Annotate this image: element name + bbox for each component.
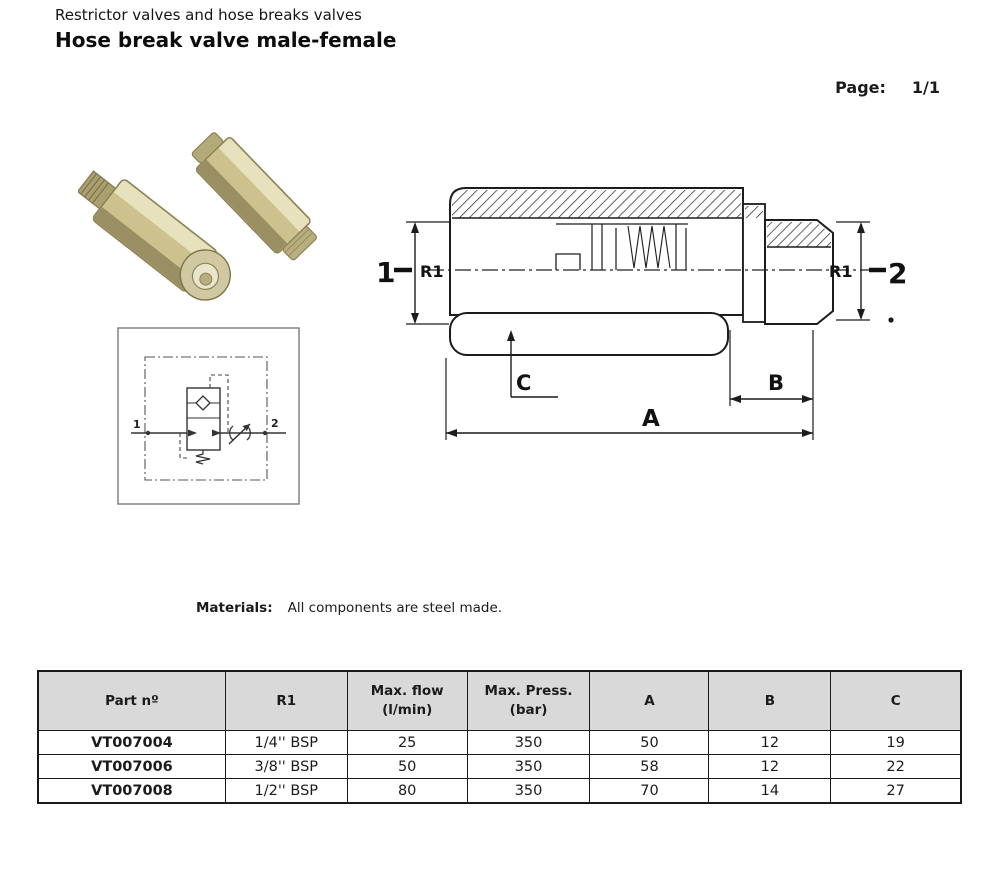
table-row xyxy=(38,731,961,755)
dim-b-label: B xyxy=(768,371,785,395)
table-header-row xyxy=(38,671,961,731)
hydraulic-schematic xyxy=(117,327,300,505)
cell-b: 14 xyxy=(709,779,831,804)
cell-r1: 1/4'' BSP xyxy=(225,731,347,755)
schematic-port2-label: 2 xyxy=(271,417,279,430)
cell-max-flow: 80 xyxy=(347,779,467,804)
drawing-port1-label: 1 xyxy=(376,256,396,289)
cell-max-press: 350 xyxy=(467,731,590,755)
category-line: Restrictor valves and hose breaks valves xyxy=(55,6,362,24)
cell-part-no: VT007004 xyxy=(38,731,225,755)
col-header-max-press: Max. Press. (bar) xyxy=(467,671,590,731)
cell-part-no: VT007006 xyxy=(38,755,225,779)
page-title: Hose break valve male-female xyxy=(55,28,397,52)
dim-c-label: C xyxy=(516,371,532,395)
cell-max-press: 350 xyxy=(467,779,590,804)
col-header-r1: R1 xyxy=(225,671,347,731)
cell-max-flow: 50 xyxy=(347,755,467,779)
cell-c: 27 xyxy=(831,779,961,804)
schematic-port1-label: 1 xyxy=(133,418,141,431)
cell-a: 58 xyxy=(590,755,709,779)
cell-b: 12 xyxy=(709,755,831,779)
materials-label: Materials: xyxy=(196,600,273,616)
cell-r1: 3/8'' BSP xyxy=(225,755,347,779)
drawing-port2-label: 2 xyxy=(888,257,908,290)
page-label: Page: xyxy=(835,78,886,97)
cell-r1: 1/2'' BSP xyxy=(225,779,347,804)
r1-right-label: R1 xyxy=(829,262,853,281)
materials-note xyxy=(196,600,502,616)
table-row xyxy=(38,779,961,804)
table-row xyxy=(38,755,961,779)
r1-left-label: R1 xyxy=(420,262,444,281)
col-header-b: B xyxy=(709,671,831,731)
page-indicator xyxy=(835,78,940,97)
cell-part-no: VT007008 xyxy=(38,779,225,804)
spec-table xyxy=(37,670,962,804)
cell-c: 22 xyxy=(831,755,961,779)
product-photo xyxy=(78,126,334,314)
technical-drawing xyxy=(370,168,965,463)
col-header-part-no: Part nº xyxy=(38,671,225,731)
materials-text: All components are steel made. xyxy=(287,600,503,616)
col-header-a: A xyxy=(590,671,709,731)
cell-a: 50 xyxy=(590,731,709,755)
page-number: 1/1 xyxy=(911,78,940,97)
cell-max-flow: 25 xyxy=(347,731,467,755)
col-header-c: C xyxy=(831,671,961,731)
dim-a-label: A xyxy=(642,406,660,432)
cell-a: 70 xyxy=(590,779,709,804)
cell-max-press: 350 xyxy=(467,755,590,779)
cell-b: 12 xyxy=(709,731,831,755)
cell-c: 19 xyxy=(831,731,961,755)
col-header-max-flow: Max. flow (l/min) xyxy=(347,671,467,731)
